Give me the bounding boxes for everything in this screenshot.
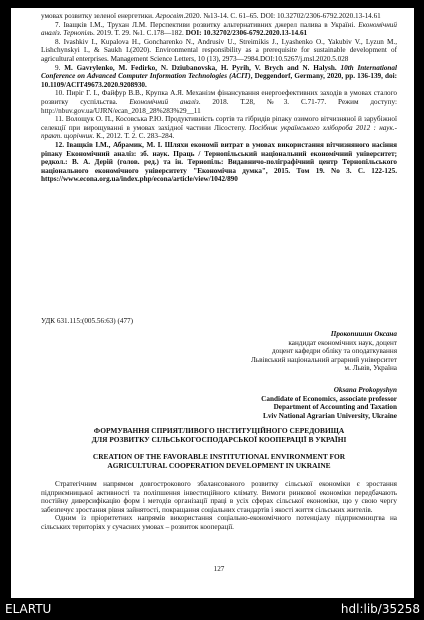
reference-8: [41, 38, 397, 64]
ref-number: 11.: [55, 115, 64, 124]
handle-id: hdl:lib/35258: [340, 602, 420, 616]
author-name: Прокопишин Оксана: [330, 330, 397, 338]
author-institution: Львівський національний аграрний університет: [250, 355, 397, 364]
ref-number: 8.: [55, 37, 61, 46]
ref-top-details: .2020. №13-14. С. 61–65. DOI: 10.32702/2306-6792.2020.13-14.61: [183, 12, 381, 20]
ref-details: . К., 2012. Т. 2. С. 283–284.: [92, 132, 175, 141]
repository-footer: [0, 598, 424, 620]
ref-authors: M. Gavrylenko, M. Fedirko, N. Dziubanovska, H. Pyrih, V. Brych and N. Halysh.: [64, 63, 341, 72]
ref-number: 9.: [55, 63, 61, 72]
ref-journal: Економічний аналіз: [129, 97, 199, 106]
author-degree: кандидат економічних наук, доцент: [288, 338, 397, 347]
reference-10: [41, 89, 397, 115]
ref-journal: Посібник українського хлібороба 2012 : наук.-практ. щорічник: [41, 123, 398, 141]
reference-continuation: [41, 12, 397, 21]
reference-11: [41, 115, 397, 141]
author-department: Department of Accounting and Taxation: [273, 403, 397, 412]
author-degree: Candidate of Economics, associate professor: [261, 394, 397, 403]
author-block-ukrainian: [177, 330, 397, 373]
reference-7: [41, 21, 397, 38]
ref-number: 12.: [55, 140, 64, 149]
ref-details: . 2018. Т.28, №3. С.71-77. Режим доступу: http://nbuv.gov.ua/UJRN/ecan_2018_28%283%29__11: [41, 97, 397, 115]
page-content: [41, 12, 398, 573]
author-block-english: [177, 386, 397, 420]
repository-name: ELARTU: [5, 602, 52, 616]
author-institution: Lviv National Agrarian University, Ukraine: [263, 411, 397, 420]
reference-12: [41, 141, 397, 184]
author-city: м. Львів, Україна: [344, 364, 397, 373]
article-body: [41, 480, 397, 532]
ref-text: Іващків І.М., Трухан Л.М. Перспективи розвитку альтернативних джерел палива в Україні.: [63, 20, 359, 29]
ref-text: Ivashkiv I., Kupalova H., Goncharenko N., Andrusiv U., Streimikis J., Lyashenko O., Yakubiv V., Lyzun M., Lishchynskyi I., & Saukh I.(2020). Environmental responsibility as a prerequisite for sustainable development of agricultural enterprises. Management Science Letters, 10 (13), 2973—2984.DOI:10.5267/j.msl.2020.5.028: [41, 37, 397, 63]
ref-doi: DOI: 10.32702/2306-6792.2020.13-14.61: [185, 29, 308, 38]
title-line: ФОРМУВАННЯ СПРИЯТЛИВОГО ІНСТИТУЦІЙНОГО СЕРЕДОВИЩА: [93, 426, 345, 435]
ref-top-journal: Агросвіт: [155, 12, 184, 20]
title-line: AGRICULTURAL COOPERATION DEVELOPMENT IN UKRAINE: [107, 461, 331, 470]
ref-text: Пиріг Г. І., Файфур В.В., Крупка А.Я. Механізм фінансування енергоефективних заходів в умовах сталого розвитку суспільства.: [41, 89, 398, 106]
title-line: ДЛЯ РОЗВИТКУ СІЛЬСЬКОГОСПОДАРСЬКОЇ КООПЕРАЦІЇ В УКРАЇНІ: [91, 435, 347, 444]
document-page: [11, 8, 414, 598]
ref-journal: Економічний аналіз. Тернопіль: [41, 20, 397, 38]
ref-number: 10.: [55, 89, 64, 98]
title-line: CREATION OF THE FAVORABLE INSTITUTIONAL ENVIRONMENT FOR: [92, 452, 346, 461]
ref-details: . 2019. Т. 29. №1. С.178—182.: [92, 29, 186, 38]
author-position: доцент кафедри обліку та оподаткування: [271, 347, 397, 356]
ref-text: Волощук О. П., Косовська Р.Ю. Продуктивність сортів та гібридів ріпаку озимого вітчизняної й зарубіжної селекції при вирощуванні в умовах західної частини Лісостепу.: [41, 115, 397, 132]
ref-conference: 10th International Conference on Advanced Computer Information Technologies (ACIT): [41, 63, 398, 81]
article-title-ukrainian: [41, 426, 397, 444]
paragraph: Стратегічним напрямом довгострокового збалансованого розвитку сільської економіки є зростання підприємницької активності та поліпшення інвестиційного клімату. Вимоги ринкової економіки передбачають постійну диверсифікацію форм і методів організації праці в усіх сферах сільської економіки, що у свою чергу забезпечує зростання рівня зайнятості, покращання соціальних стандартів і якості життя сільських жителів.: [41, 480, 397, 514]
ref-number: 7.: [55, 20, 61, 29]
page-number: 127: [213, 565, 225, 573]
udc-code: УДК 631.115:(005.56:63) (477): [41, 317, 134, 325]
paragraph: Одним із пріоритетних напрямів використання соціально-економічного потенціалу підприємництва на сільських територіях у сучасних умовах – розвиток кооперації.: [41, 514, 397, 531]
ref-details: , Deggendorf, Germany, 2020, pp. 136-139, doi: 10.1109/ACIT49673.2020.9208930.: [41, 72, 397, 89]
reference-9: [41, 64, 397, 90]
author-name: Oksana Prokopyshyn: [333, 386, 397, 394]
ref-text: Іващків І.М., Абрамик, М. І. Шляхи економії витрат в умовах використання вітчизняного насіння ріпаку Економічний аналіз: зб. наук. Праць / Тернопільський національний економічний університет; редкол.: В. А. Дерій (голов. ред.) та ін. Тернопіль: Видавничо-поліграфічний центр Тернопільського національного економічного університету "Економічна думка", 2015. Том 19. No 3. C. 122-125. https://www.econa.org.ua/index.php/econa/article/view/1042/890: [41, 140, 397, 184]
ref-top-text: умовах розвитку зеленої енергетики.: [41, 12, 156, 20]
article-title-english: [41, 452, 397, 470]
